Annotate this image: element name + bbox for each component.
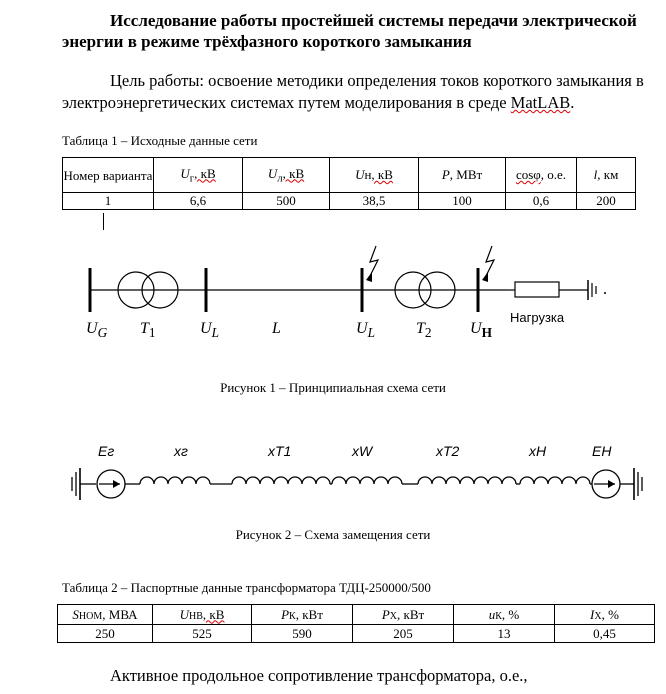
cell: 100 (419, 193, 506, 210)
table1-header-row (63, 158, 636, 193)
inductor-xg (140, 477, 210, 484)
label-ug: $U_G$ (86, 320, 108, 341)
label-t1: $T_1$ (140, 320, 156, 341)
label-eg: Eг (98, 443, 115, 459)
th-un: Uн, кВ (330, 158, 419, 193)
fault-lightning-icon (368, 246, 378, 280)
label-xg: xг (174, 443, 188, 459)
text-cursor (103, 213, 104, 230)
cell: 250 (58, 625, 153, 643)
inductor-xt1 (232, 477, 330, 484)
figure1-caption: Рисунок 1 – Принципиальная схема сети (220, 380, 446, 395)
software-name: MatLAB (510, 93, 571, 112)
th-ul: $U_л$, кВ (243, 158, 330, 193)
label-ul2: $U_L$ (356, 320, 375, 341)
cell: 38,5 (330, 193, 419, 210)
th-px: PХ, кВт (353, 605, 454, 625)
th-variant: Номер варианта (63, 158, 154, 193)
th-cos: cosφ, о.е. (506, 158, 577, 193)
th-pk: PК, кВт (252, 605, 353, 625)
inductor-xw (332, 477, 402, 484)
table1-data-row (63, 193, 636, 210)
table2-caption: Таблица 2 – Паспортные данные трансформатора ТДЦ-250000/500 (62, 580, 431, 595)
label-line: L (272, 320, 281, 337)
cell: 525 (153, 625, 252, 643)
label-load: Нагрузка (510, 310, 565, 325)
cell: 200 (577, 193, 636, 210)
last-paragraph: Активное продольное сопротивление трансформатора, о.е., (110, 666, 528, 685)
label-en: EН (592, 443, 612, 459)
th-ix: IХ, % (555, 605, 655, 625)
label-xn: xН (529, 443, 547, 459)
cell: 205 (353, 625, 454, 643)
table2-data-row (58, 625, 655, 643)
inductor-xn (520, 477, 590, 484)
label-xt2: xТ2 (436, 443, 460, 459)
th-ug: $U_г$, кВ (154, 158, 243, 193)
inductor-xt2 (418, 477, 516, 484)
label-t2: $T_2$ (416, 320, 432, 341)
label-xw: xW (352, 443, 373, 459)
goal-end: . (570, 93, 575, 112)
th-p: P, МВт (419, 158, 506, 193)
label-ul1: $U_L$ (200, 320, 219, 341)
goal-paragraph (62, 70, 652, 114)
table2-header-row (58, 605, 655, 625)
label-xt1: xТ1 (268, 443, 292, 459)
th-unv: UНВ, кВ (153, 605, 252, 625)
th-snom: SНОМ, МВА (58, 605, 153, 625)
cell: 500 (243, 193, 330, 210)
goal-text: Цель работы: освоение методики определения токов короткого замыкания в электроэнергетических системах путем моделирования в среде (62, 71, 644, 112)
cell: 6,6 (154, 193, 243, 210)
cell: 13 (454, 625, 555, 643)
cell: 1 (63, 193, 154, 210)
cell: 0,6 (506, 193, 577, 210)
cell: 590 (252, 625, 353, 643)
fault-lightning-icon (484, 246, 494, 280)
table1-caption: Таблица 1 – Исходные данные сети (62, 133, 258, 148)
table2 (57, 604, 655, 643)
label-un: $U_Н$ (470, 320, 492, 341)
table1 (62, 157, 636, 210)
document-title: Исследование работы простейшей системы передачи электрической энергии в режиме трёхфазного короткого замыкания (62, 11, 637, 51)
figure2-caption: Рисунок 2 – Схема замещения сети (235, 527, 431, 542)
th-l: l, км (577, 158, 636, 193)
cell: 0,45 (555, 625, 655, 643)
th-uk: uК, % (454, 605, 555, 625)
load-resistor (515, 282, 559, 297)
